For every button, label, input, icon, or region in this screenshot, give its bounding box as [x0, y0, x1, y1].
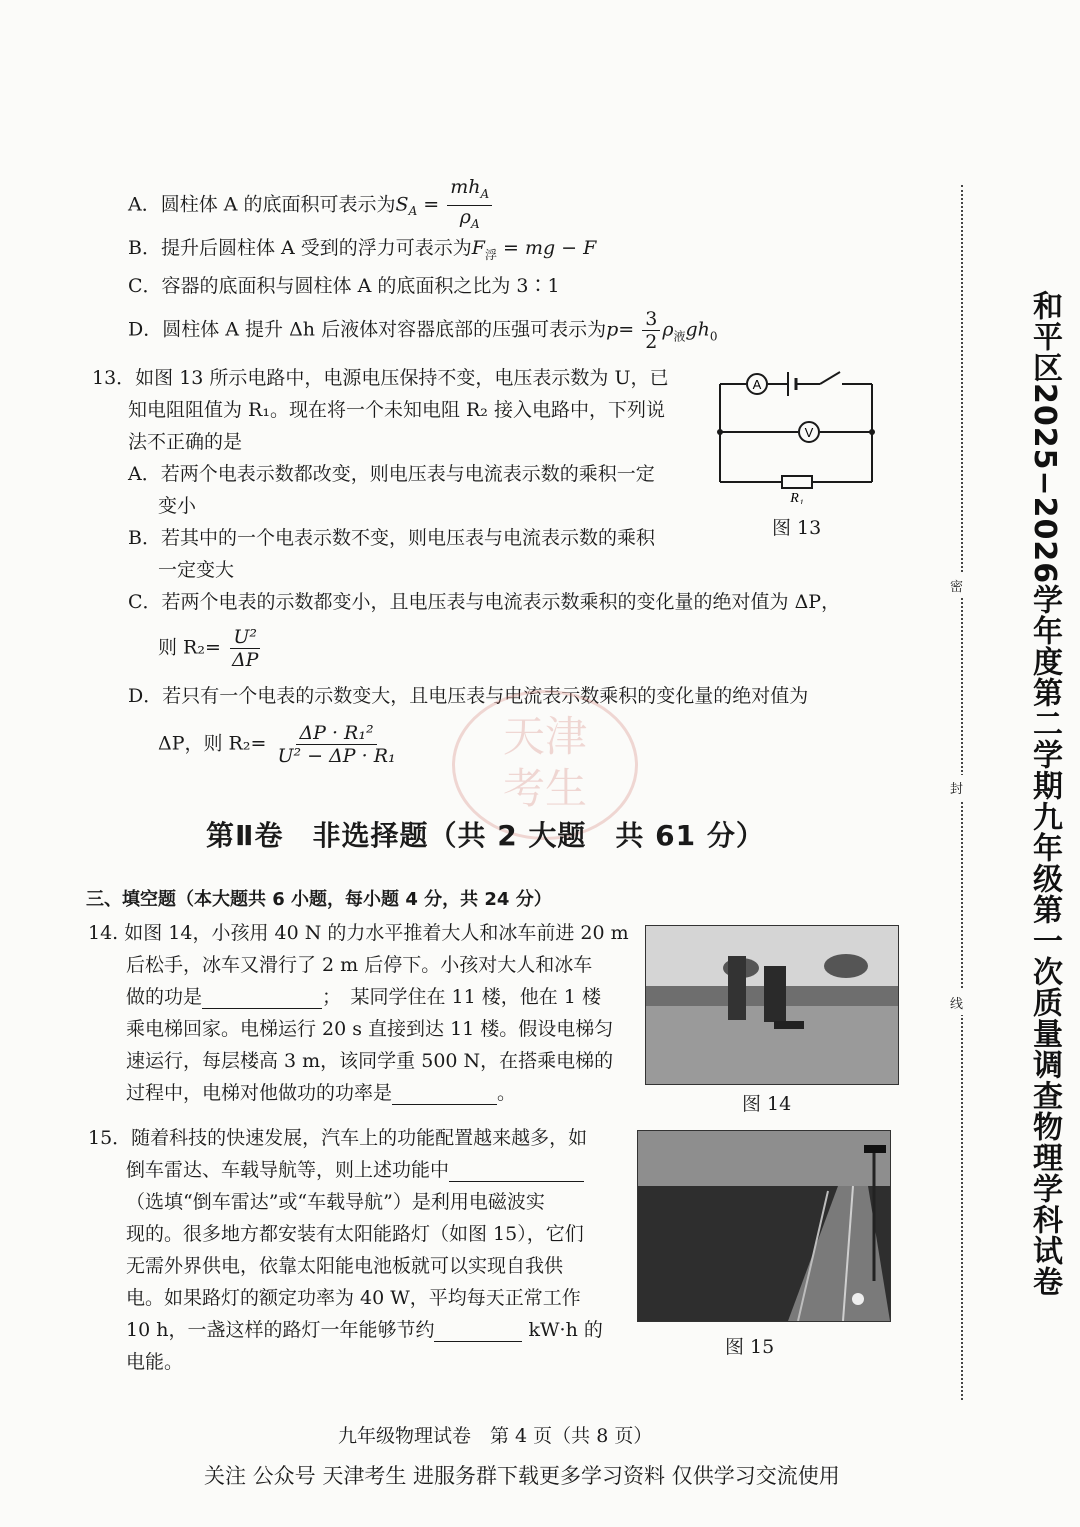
q12-a-text: A．圆柱体 A 的底面积可表示为 — [128, 193, 396, 216]
q13-option-c-2 — [158, 626, 263, 671]
q12-d-den: 2 — [645, 331, 658, 353]
q15-line-5: 无需外界供电，依靠太阳能电池板就可以实现自我供 — [126, 1255, 564, 1277]
q14-l3b: ； 某同学住在 11 楼，他在 1 楼 — [322, 986, 601, 1008]
part-3-heading: 三、填空题（本大题共 6 小题，每小题 4 分，共 24 分） — [86, 889, 552, 910]
q15-blank-1[interactable] — [449, 1161, 584, 1182]
q13-d-den: U² − ΔP · R₁ — [277, 745, 396, 767]
voltmeter-label: V — [804, 425, 814, 440]
q13-option-a-1: A．若两个电表示数都改变，则电压表与电流表示数的乘积一定 — [128, 463, 655, 485]
q14-blank-1[interactable] — [202, 988, 322, 1009]
figure-14-photo — [645, 925, 899, 1085]
q12-a-lhs-sub: A — [408, 204, 418, 219]
q13-line-2: 知电阻阻值为 R₁。现在将一个未知电阻 R₂ 接入电路中，下列说 — [128, 399, 665, 421]
q13-option-b-2: 一定变大 — [158, 559, 235, 581]
circuit-diagram — [712, 364, 882, 504]
q12-b-text: B．提升后圆柱体 A 受到的浮力可表示为 — [128, 237, 472, 259]
q13-d-prefix: ΔP，则 R₂= — [158, 732, 267, 755]
q12-d-rho: ρ — [662, 318, 674, 341]
solar-streetlight-image — [638, 1131, 890, 1321]
q13-c-den: ΔP — [231, 649, 259, 671]
resistor-label: R₁ — [790, 491, 804, 504]
q12-d-fraction — [642, 308, 660, 353]
q14-l6a: 过程中，电梯对他做功的功率是 — [126, 1082, 393, 1104]
section-2-title: 第Ⅱ卷 非选择题（共 2 大题 共 61 分） — [206, 819, 765, 852]
q13-d-num: ΔP · R₁² — [296, 722, 376, 745]
figure-15-photo — [637, 1130, 891, 1322]
q12-option-c: C．容器的底面积与圆柱体 A 的底面积之比为 3∶1 — [128, 275, 560, 297]
q13-option-a-2: 变小 — [158, 495, 197, 517]
q14-line-6 — [126, 1081, 516, 1105]
q12-a-den: ρ — [459, 205, 471, 228]
seal-mark-feng: 封 — [950, 775, 963, 800]
footer-notice: 关注 公众号 天津考生 进服务群下载更多学习资料 仅供学习交流使用 — [204, 1464, 840, 1488]
q14-line-1: 14. 如图 14，小孩用 40 N 的力水平推着大人和冰车前进 20 m — [88, 922, 629, 944]
q15-blank-2[interactable] — [434, 1321, 522, 1342]
ice-sled-image — [646, 926, 898, 1084]
q12-a-eq: = — [417, 193, 440, 216]
q15-line-7 — [126, 1318, 603, 1342]
q13-option-d-2 — [158, 722, 401, 767]
q15-line-6: 电。如果路灯的额定功率为 40 W，平均每天正常工作 — [126, 1287, 581, 1309]
q12-d-rho-sub: 液 — [673, 329, 686, 344]
figure-14-caption: 图 14 — [742, 1093, 792, 1115]
page-footer: 九年级物理试卷 第 4 页（共 8 页） — [338, 1425, 653, 1447]
ammeter-label: A — [752, 377, 762, 392]
q13-line-3: 法不正确的是 — [128, 431, 243, 453]
q13-c-num: U² — [230, 626, 260, 649]
q12-option-b — [128, 236, 596, 267]
watermark-line-2: 考生 — [502, 764, 587, 813]
q12-a-lhs: S — [395, 193, 409, 216]
q13-c-fraction — [229, 626, 262, 671]
q12-a-num-sub: A — [480, 186, 490, 201]
watermark-line-1: 天津 — [502, 712, 587, 761]
q15-l2a: 倒车雷达、车载导航等，则上述功能中 — [126, 1159, 450, 1181]
q14-line-3 — [126, 985, 601, 1009]
q13-line-1: 13．如图 13 所示电路中，电源电压保持不变，电压表示数为 U，已 — [92, 367, 669, 389]
q15-line-3: （选填“倒车雷达”或“车载导航”）是利用电磁波实 — [126, 1191, 545, 1213]
q13-option-d-1: D．若只有一个电表的示数变大，且电压表与电流表示数乘积的变化量的绝对值为 — [128, 685, 809, 707]
q13-d-fraction — [274, 722, 398, 767]
q14-line-5: 速运行，每层楼高 3 m，该同学重 500 N，在搭乘电梯的 — [126, 1050, 614, 1072]
q15-line-8: 电能。 — [126, 1351, 184, 1373]
q15-line-1: 15．随着科技的快速发展，汽车上的功能配置越来越多，如 — [88, 1127, 588, 1149]
q13-c-prefix: 则 R₂= — [158, 636, 221, 659]
q15-l7b: kW·h 的 — [528, 1319, 603, 1341]
q15-line-2 — [126, 1158, 584, 1182]
q12-b-lhs-sub: 浮 — [484, 247, 497, 262]
q12-a-den-sub: A — [470, 216, 480, 231]
q12-a-num: mh — [450, 176, 481, 198]
q12-d-gh-sub: 0 — [709, 329, 718, 344]
q12-b-rhs: = mg − F — [496, 237, 597, 259]
q14-blank-2[interactable] — [392, 1084, 497, 1105]
q12-d-text: D．圆柱体 A 提升 Δh 后液体对容器底部的压强可表示为 — [128, 318, 607, 341]
q12-d-p: p= — [606, 318, 635, 341]
q12-option-a — [128, 176, 494, 235]
q12-option-d — [128, 308, 718, 353]
q15-l7a: 10 h，一盏这样的路灯一年能够节约 — [126, 1319, 435, 1341]
q12-b-lhs: F — [471, 237, 485, 259]
q12-a-fraction — [447, 176, 492, 235]
figure-13-caption: 图 13 — [772, 517, 822, 539]
seal-mark-xian: 线 — [950, 990, 963, 1015]
q14-line-2: 后松手，冰车又滑行了 2 m 后停下。小孩对大人和冰车 — [126, 954, 593, 976]
figure-15-caption: 图 15 — [725, 1336, 775, 1358]
seal-mark-mi: 密 — [950, 573, 963, 598]
q14-l6b: 。 — [497, 1082, 517, 1104]
q14-l3a: 做的功是 — [126, 986, 203, 1008]
q14-line-4: 乘电梯回家。电梯运行 20 s 直接到达 11 楼。假设电梯匀 — [126, 1018, 614, 1040]
q12-d-gh: gh — [685, 318, 710, 341]
q15-line-4: 现的。很多地方都安装有太阳能路灯（如图 15），它们 — [126, 1223, 584, 1245]
q12-d-num: 3 — [642, 308, 660, 331]
q13-option-c-1: C．若两个电表的示数都变小，且电压表与电流表示数乘积的变化量的绝对值为 ΔP， — [128, 591, 841, 613]
q13-option-b-1: B．若其中的一个电表示数不变，则电压表与电流表示数的乘积 — [128, 527, 655, 549]
exam-title-vertical: 和平区2025−2026学年度第二学期九年级第一次质量调查物理学科试卷 — [1027, 290, 1062, 1298]
